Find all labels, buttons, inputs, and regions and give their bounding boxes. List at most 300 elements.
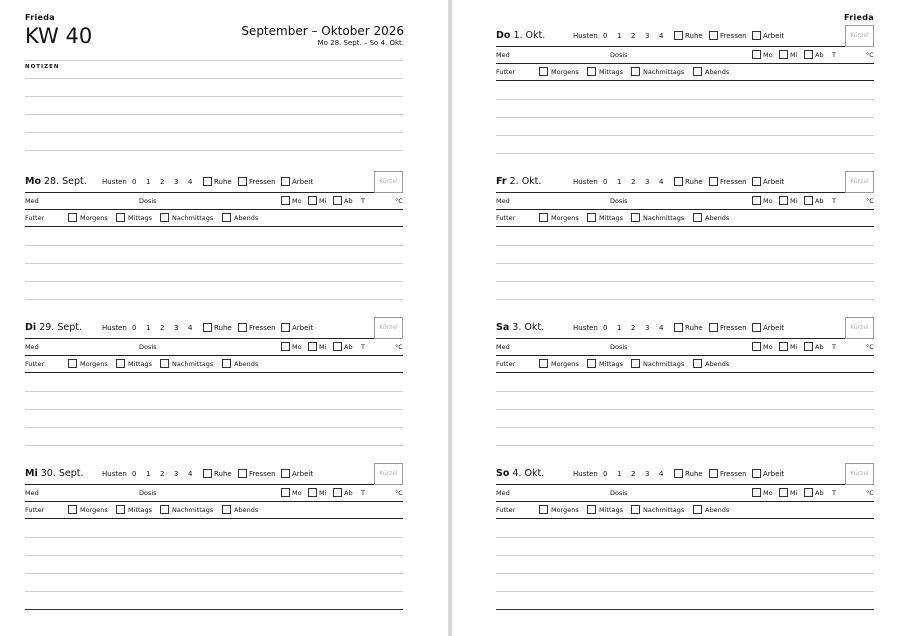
- kurzel-box[interactable]: Kürzel: [845, 463, 874, 485]
- note-line: [496, 391, 874, 392]
- husten-label: Husten: [573, 470, 598, 478]
- ruhe-label: Ruhe: [214, 470, 232, 478]
- note-line: [496, 153, 874, 154]
- morgens-label: Morgens: [80, 506, 108, 514]
- nachmittags-label: Nachmittags: [172, 214, 214, 222]
- arbeit-checkbox[interactable]: [281, 469, 290, 478]
- ab-label: Ab: [344, 197, 353, 205]
- note-line: [25, 445, 403, 446]
- ab-checkbox[interactable]: [333, 196, 342, 205]
- abends-checkbox[interactable]: [693, 213, 702, 222]
- mi-checkbox[interactable]: [308, 488, 317, 497]
- mo-label: Mo: [763, 197, 773, 205]
- mo-checkbox[interactable]: [752, 50, 761, 59]
- day-row-futter: [496, 502, 874, 519]
- ruhe-label: Ruhe: [214, 178, 232, 186]
- t-label: T: [832, 489, 836, 497]
- dosis-label: Dosis: [610, 197, 628, 205]
- husten-level[interactable]: 0: [132, 178, 137, 186]
- celsius-label: °C: [866, 197, 874, 205]
- week-number: KW 40: [25, 24, 93, 48]
- morgens-label: Morgens: [551, 214, 579, 222]
- mo-label: Mo: [763, 343, 773, 351]
- husten-level[interactable]: 2: [160, 178, 165, 186]
- husten-level[interactable]: 4: [659, 32, 664, 40]
- mittags-label: Mittags: [128, 506, 153, 514]
- kurzel-box[interactable]: Kürzel: [374, 463, 403, 485]
- t-label: T: [832, 51, 836, 59]
- kurzel-box[interactable]: Kürzel: [374, 171, 403, 193]
- kurzel-box[interactable]: Kürzel: [845, 25, 874, 47]
- day-name: [496, 176, 541, 187]
- med-label: Med: [496, 197, 510, 205]
- husten-level[interactable]: 0: [603, 178, 608, 186]
- celsius-label: °C: [866, 343, 874, 351]
- day-row-futter: [25, 356, 403, 373]
- note-line: [25, 263, 403, 264]
- day-row-med: [496, 339, 874, 356]
- t-label: T: [361, 197, 365, 205]
- dosis-label: Dosis: [610, 51, 628, 59]
- ruhe-checkbox[interactable]: [674, 323, 683, 332]
- day-abbr: Do: [496, 30, 511, 41]
- husten-label: Husten: [102, 324, 127, 332]
- arbeit-checkbox[interactable]: [752, 469, 761, 478]
- husten-level[interactable]: 2: [160, 470, 165, 478]
- husten-label: Husten: [102, 470, 127, 478]
- abends-label: Abends: [705, 214, 730, 222]
- date-range: Mo 28. Sept. – So 4. Okt.: [317, 39, 404, 47]
- day-abbr: Di: [25, 322, 37, 333]
- ruhe-checkbox[interactable]: [674, 177, 683, 186]
- mittags-checkbox[interactable]: [587, 359, 596, 368]
- ruhe-label: Ruhe: [685, 32, 703, 40]
- ruhe-label: Ruhe: [685, 178, 703, 186]
- note-line: [496, 427, 874, 428]
- husten-level[interactable]: 2: [631, 324, 636, 332]
- note-line: [25, 132, 403, 133]
- ruhe-label: Ruhe: [685, 470, 703, 478]
- celsius-label: °C: [866, 51, 874, 59]
- right-page: [452, 0, 900, 636]
- mo-checkbox[interactable]: [281, 488, 290, 497]
- day-name: [25, 468, 84, 479]
- futter-label: Futter: [25, 214, 45, 222]
- dosis-label: Dosis: [139, 197, 157, 205]
- note-line: [496, 117, 874, 118]
- day-row-husten: [25, 318, 403, 339]
- med-label: Med: [496, 343, 510, 351]
- nachmittags-checkbox[interactable]: [631, 505, 640, 514]
- mittags-label: Mittags: [599, 360, 624, 368]
- note-line: [496, 555, 874, 556]
- note-line: [25, 96, 403, 97]
- husten-level[interactable]: 0: [603, 470, 608, 478]
- ruhe-checkbox[interactable]: [203, 323, 212, 332]
- note-line: [25, 78, 403, 79]
- notes-top-rule: [25, 60, 403, 61]
- mi-checkbox[interactable]: [779, 50, 788, 59]
- day-row-med: [496, 485, 874, 502]
- futter-label: Futter: [496, 360, 516, 368]
- celsius-label: °C: [395, 489, 403, 497]
- abends-label: Abends: [234, 214, 259, 222]
- husten-label: Husten: [573, 178, 598, 186]
- ruhe-checkbox[interactable]: [674, 469, 683, 478]
- husten-level[interactable]: 4: [188, 470, 193, 478]
- mi-label: Mi: [790, 51, 798, 59]
- note-line: [25, 281, 403, 282]
- month-range: September – Oktober 2026: [241, 24, 404, 38]
- ruhe-label: Ruhe: [685, 324, 703, 332]
- nachmittags-label: Nachmittags: [172, 360, 214, 368]
- note-line: [496, 263, 874, 264]
- abends-checkbox[interactable]: [222, 213, 231, 222]
- note-line: [496, 135, 874, 136]
- ab-label: Ab: [344, 489, 353, 497]
- mo-checkbox[interactable]: [281, 342, 290, 351]
- day-row-husten: [25, 172, 403, 193]
- mittags-label: Mittags: [599, 214, 624, 222]
- arbeit-checkbox[interactable]: [281, 323, 290, 332]
- note-line: [496, 591, 874, 592]
- husten-level[interactable]: 2: [631, 470, 636, 478]
- note-line: [496, 445, 874, 446]
- day-row-med: [25, 193, 403, 210]
- ab-checkbox[interactable]: [804, 342, 813, 351]
- ab-checkbox[interactable]: [804, 50, 813, 59]
- husten-level[interactable]: 2: [160, 324, 165, 332]
- abends-label: Abends: [705, 68, 730, 76]
- day-row-husten: [496, 172, 874, 193]
- fressen-label: Fressen: [720, 324, 747, 332]
- husten-level[interactable]: 3: [174, 324, 179, 332]
- kurzel-box[interactable]: Kürzel: [845, 317, 874, 339]
- day-name: [496, 468, 544, 479]
- ab-label: Ab: [344, 343, 353, 351]
- note-line: [496, 281, 874, 282]
- note-line: [496, 299, 874, 300]
- abends-checkbox[interactable]: [222, 359, 231, 368]
- nachmittags-label: Nachmittags: [172, 506, 214, 514]
- mi-label: Mi: [319, 489, 327, 497]
- fressen-label: Fressen: [720, 178, 747, 186]
- husten-level[interactable]: 1: [617, 178, 622, 186]
- ruhe-checkbox[interactable]: [203, 469, 212, 478]
- nachmittags-checkbox[interactable]: [160, 359, 169, 368]
- mi-label: Mi: [319, 197, 327, 205]
- fressen-checkbox[interactable]: [238, 177, 247, 186]
- ruhe-checkbox[interactable]: [674, 31, 683, 40]
- mo-checkbox[interactable]: [752, 196, 761, 205]
- mittags-checkbox[interactable]: [587, 213, 596, 222]
- ab-checkbox[interactable]: [804, 196, 813, 205]
- mittags-label: Mittags: [599, 506, 624, 514]
- note-line: [25, 245, 403, 246]
- husten-level[interactable]: 2: [631, 32, 636, 40]
- nachmittags-checkbox[interactable]: [631, 213, 640, 222]
- arbeit-label: Arbeit: [292, 470, 314, 478]
- day-name: [25, 176, 87, 187]
- arbeit-label: Arbeit: [763, 324, 785, 332]
- t-label: T: [361, 343, 365, 351]
- day-entry: [25, 172, 403, 317]
- husten-label: Husten: [573, 32, 598, 40]
- ab-label: Ab: [815, 489, 824, 497]
- day-row-husten: [496, 318, 874, 339]
- mo-label: Mo: [763, 489, 773, 497]
- nachmittags-checkbox[interactable]: [631, 67, 640, 76]
- morgens-checkbox[interactable]: [539, 67, 548, 76]
- day-row-med: [25, 485, 403, 502]
- mo-label: Mo: [763, 51, 773, 59]
- nachmittags-label: Nachmittags: [643, 214, 685, 222]
- ab-label: Ab: [815, 197, 824, 205]
- nachmittags-checkbox[interactable]: [160, 505, 169, 514]
- morgens-label: Morgens: [551, 68, 579, 76]
- morgens-checkbox[interactable]: [539, 359, 548, 368]
- fressen-checkbox[interactable]: [709, 469, 718, 478]
- dosis-label: Dosis: [139, 343, 157, 351]
- abends-label: Abends: [705, 360, 730, 368]
- med-label: Med: [496, 489, 510, 497]
- mo-label: Mo: [292, 197, 302, 205]
- husten-level[interactable]: 3: [174, 178, 179, 186]
- arbeit-label: Arbeit: [763, 178, 785, 186]
- husten-level[interactable]: 1: [146, 178, 151, 186]
- day-row-futter: [25, 502, 403, 519]
- notes-label: NOTIZEN: [25, 64, 60, 70]
- day-date: 29. Sept.: [39, 322, 82, 333]
- husten-level[interactable]: 1: [617, 470, 622, 478]
- day-date: 28. Sept.: [44, 176, 87, 187]
- kurzel-box[interactable]: Kürzel: [374, 317, 403, 339]
- morgens-label: Morgens: [551, 506, 579, 514]
- futter-label: Futter: [25, 360, 45, 368]
- mittags-checkbox[interactable]: [116, 213, 125, 222]
- day-entry: [25, 464, 403, 609]
- day-row-med: [496, 193, 874, 210]
- ab-checkbox[interactable]: [333, 342, 342, 351]
- ruhe-checkbox[interactable]: [203, 177, 212, 186]
- arbeit-label: Arbeit: [292, 324, 314, 332]
- husten-level[interactable]: 1: [617, 32, 622, 40]
- nachmittags-label: Nachmittags: [643, 506, 685, 514]
- husten-level[interactable]: 0: [603, 32, 608, 40]
- morgens-checkbox[interactable]: [68, 505, 77, 514]
- fressen-checkbox[interactable]: [238, 323, 247, 332]
- bottom-rule: [496, 609, 874, 610]
- fressen-checkbox[interactable]: [709, 177, 718, 186]
- arbeit-label: Arbeit: [292, 178, 314, 186]
- abends-checkbox[interactable]: [693, 67, 702, 76]
- day-entry: [496, 318, 874, 463]
- ab-label: Ab: [815, 343, 824, 351]
- fressen-label: Fressen: [720, 32, 747, 40]
- mi-checkbox[interactable]: [779, 342, 788, 351]
- futter-label: Futter: [496, 214, 516, 222]
- note-line: [25, 427, 403, 428]
- mo-checkbox[interactable]: [281, 196, 290, 205]
- husten-level[interactable]: 3: [645, 32, 650, 40]
- mittags-label: Mittags: [599, 68, 624, 76]
- husten-level[interactable]: 1: [146, 324, 151, 332]
- mi-checkbox[interactable]: [308, 196, 317, 205]
- nachmittags-checkbox[interactable]: [160, 213, 169, 222]
- ab-checkbox[interactable]: [333, 488, 342, 497]
- husten-level[interactable]: 3: [645, 324, 650, 332]
- husten-label: Husten: [573, 324, 598, 332]
- morgens-checkbox[interactable]: [68, 359, 77, 368]
- day-row-futter: [496, 64, 874, 81]
- mi-checkbox[interactable]: [308, 342, 317, 351]
- day-date: 3. Okt.: [512, 322, 545, 333]
- note-line: [496, 537, 874, 538]
- day-row-futter: [25, 210, 403, 227]
- abends-checkbox[interactable]: [693, 505, 702, 514]
- husten-level[interactable]: 3: [645, 178, 650, 186]
- day-name: [496, 30, 545, 41]
- fressen-checkbox[interactable]: [709, 31, 718, 40]
- futter-label: Futter: [496, 506, 516, 514]
- dosis-label: Dosis: [610, 343, 628, 351]
- mo-label: Mo: [292, 343, 302, 351]
- ab-checkbox[interactable]: [804, 488, 813, 497]
- day-name: [25, 322, 82, 333]
- note-line: [25, 114, 403, 115]
- husten-level[interactable]: 4: [659, 470, 664, 478]
- day-date: 4. Okt.: [512, 468, 545, 479]
- mo-checkbox[interactable]: [752, 342, 761, 351]
- day-date: 2. Okt.: [509, 176, 542, 187]
- day-abbr: Mi: [25, 468, 38, 479]
- mi-label: Mi: [790, 197, 798, 205]
- med-label: Med: [496, 51, 510, 59]
- nachmittags-label: Nachmittags: [643, 360, 685, 368]
- day-row-futter: [496, 210, 874, 227]
- day-entry: [496, 26, 874, 171]
- mittags-label: Mittags: [128, 360, 153, 368]
- arbeit-checkbox[interactable]: [752, 31, 761, 40]
- dosis-label: Dosis: [610, 489, 628, 497]
- fressen-checkbox[interactable]: [238, 469, 247, 478]
- note-line: [25, 591, 403, 592]
- husten-level[interactable]: 4: [188, 324, 193, 332]
- husten-level[interactable]: 3: [645, 470, 650, 478]
- med-label: Med: [25, 489, 39, 497]
- mo-label: Mo: [292, 489, 302, 497]
- abends-label: Abends: [234, 360, 259, 368]
- fressen-label: Fressen: [720, 470, 747, 478]
- mo-checkbox[interactable]: [752, 488, 761, 497]
- mi-checkbox[interactable]: [779, 488, 788, 497]
- mi-label: Mi: [790, 489, 798, 497]
- husten-level[interactable]: 1: [617, 324, 622, 332]
- arbeit-label: Arbeit: [763, 32, 785, 40]
- mi-label: Mi: [790, 343, 798, 351]
- abends-checkbox[interactable]: [693, 359, 702, 368]
- day-date: 1. Okt.: [513, 30, 546, 41]
- day-name: [496, 322, 544, 333]
- celsius-label: °C: [866, 489, 874, 497]
- morgens-checkbox[interactable]: [68, 213, 77, 222]
- mittags-checkbox[interactable]: [116, 359, 125, 368]
- kurzel-box[interactable]: Kürzel: [845, 171, 874, 193]
- day-row-husten: [496, 464, 874, 485]
- arbeit-checkbox[interactable]: [752, 323, 761, 332]
- mittags-checkbox[interactable]: [587, 505, 596, 514]
- note-line: [496, 409, 874, 410]
- bottom-rule: [25, 609, 403, 610]
- note-line: [25, 391, 403, 392]
- nachmittags-label: Nachmittags: [643, 68, 685, 76]
- day-row-med: [25, 339, 403, 356]
- fressen-checkbox[interactable]: [709, 323, 718, 332]
- morgens-checkbox[interactable]: [539, 505, 548, 514]
- morgens-label: Morgens: [80, 214, 108, 222]
- day-row-husten: [496, 26, 874, 47]
- ab-label: Ab: [815, 51, 824, 59]
- dosis-label: Dosis: [139, 489, 157, 497]
- mi-label: Mi: [319, 343, 327, 351]
- mi-checkbox[interactable]: [779, 196, 788, 205]
- day-abbr: Mo: [25, 176, 41, 187]
- t-label: T: [832, 197, 836, 205]
- day-row-husten: [25, 464, 403, 485]
- husten-label: Husten: [102, 178, 127, 186]
- husten-level[interactable]: 4: [659, 178, 664, 186]
- husten-level[interactable]: 3: [174, 470, 179, 478]
- husten-level[interactable]: 0: [132, 324, 137, 332]
- celsius-label: °C: [395, 343, 403, 351]
- mittags-label: Mittags: [128, 214, 153, 222]
- husten-level[interactable]: 4: [659, 324, 664, 332]
- arbeit-checkbox[interactable]: [752, 177, 761, 186]
- abends-label: Abends: [234, 506, 259, 514]
- day-entry: [25, 318, 403, 463]
- day-entry: [496, 464, 874, 609]
- mittags-checkbox[interactable]: [587, 67, 596, 76]
- day-row-med: [496, 47, 874, 64]
- husten-level[interactable]: 2: [631, 178, 636, 186]
- arbeit-checkbox[interactable]: [281, 177, 290, 186]
- note-line: [496, 573, 874, 574]
- ruhe-label: Ruhe: [214, 324, 232, 332]
- nachmittags-checkbox[interactable]: [631, 359, 640, 368]
- pet-name: Frieda: [25, 13, 55, 22]
- abends-checkbox[interactable]: [222, 505, 231, 514]
- husten-level[interactable]: 4: [188, 178, 193, 186]
- husten-level[interactable]: 1: [146, 470, 151, 478]
- morgens-label: Morgens: [551, 360, 579, 368]
- mittags-checkbox[interactable]: [116, 505, 125, 514]
- celsius-label: °C: [395, 197, 403, 205]
- left-page: [0, 0, 448, 636]
- note-line: [496, 245, 874, 246]
- note-line: [25, 150, 403, 151]
- fressen-label: Fressen: [249, 470, 276, 478]
- husten-level[interactable]: 0: [132, 470, 137, 478]
- morgens-checkbox[interactable]: [539, 213, 548, 222]
- pet-name: Frieda: [844, 13, 874, 22]
- day-entry: [496, 172, 874, 317]
- day-abbr: Fr: [496, 176, 507, 187]
- note-line: [25, 299, 403, 300]
- med-label: Med: [25, 197, 39, 205]
- husten-level[interactable]: 0: [603, 324, 608, 332]
- note-line: [25, 555, 403, 556]
- fressen-label: Fressen: [249, 178, 276, 186]
